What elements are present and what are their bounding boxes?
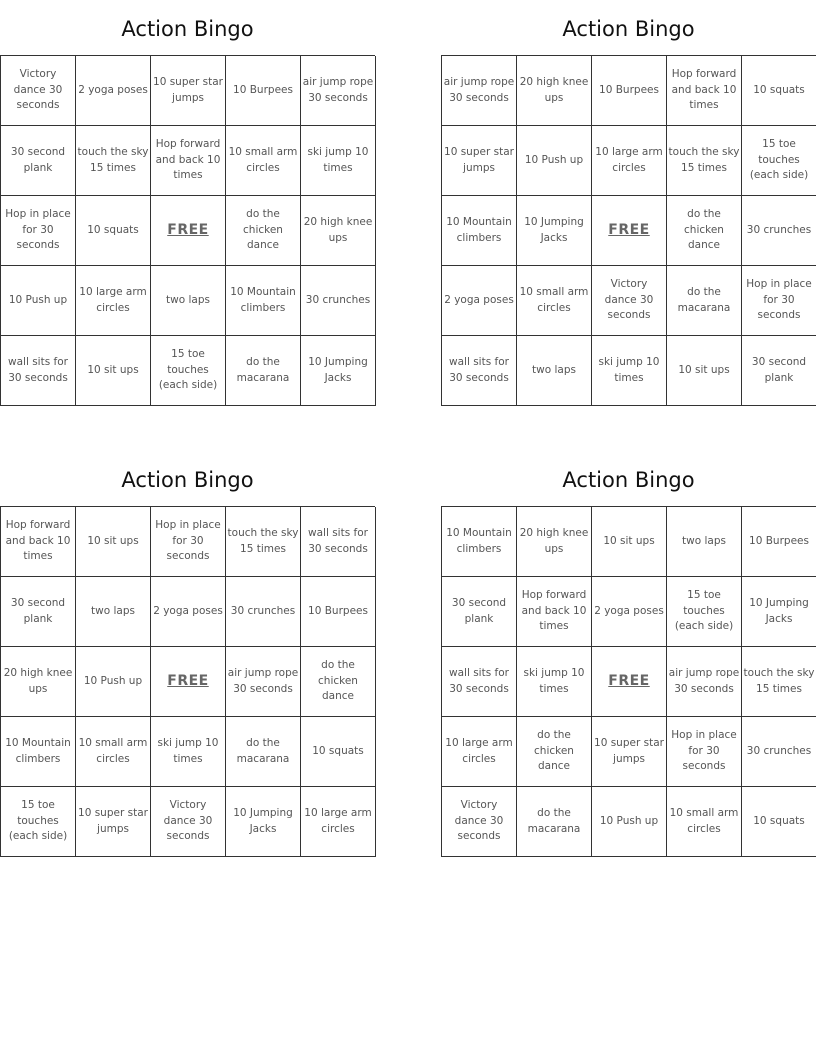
bingo-cell: 10 super star jumps bbox=[442, 126, 517, 196]
bingo-cell: 20 high knee ups bbox=[517, 56, 592, 126]
bingo-cell: air jump rope 30 seconds bbox=[226, 647, 301, 717]
bingo-cell: 10 Push up bbox=[592, 787, 667, 857]
bingo-cell: 10 Mountain climbers bbox=[442, 507, 517, 577]
bingo-cell: Victory dance 30 seconds bbox=[151, 787, 226, 857]
bingo-cell: 15 toe touches (each side) bbox=[742, 126, 816, 196]
bingo-cell: Victory dance 30 seconds bbox=[1, 56, 76, 126]
bingo-cell: two laps bbox=[517, 336, 592, 406]
bingo-cell: ski jump 10 times bbox=[517, 647, 592, 717]
bingo-cell: 10 Burpees bbox=[592, 56, 667, 126]
bingo-cell: 10 sit ups bbox=[667, 336, 742, 406]
bingo-cell: 30 crunches bbox=[742, 717, 816, 787]
bingo-cell: 10 Jumping Jacks bbox=[301, 336, 376, 406]
bingo-cell: touch the sky 15 times bbox=[667, 126, 742, 196]
bingo-cell: air jump rope 30 seconds bbox=[667, 647, 742, 717]
bingo-cell: 10 squats bbox=[742, 56, 816, 126]
bingo-cell: touch the sky 15 times bbox=[742, 647, 816, 717]
bingo-cell: Hop forward and back 10 times bbox=[517, 577, 592, 647]
bingo-cell: Hop forward and back 10 times bbox=[1, 507, 76, 577]
bingo-cell: touch the sky 15 times bbox=[226, 507, 301, 577]
bingo-grid bbox=[441, 506, 816, 857]
card-title: Action Bingo bbox=[562, 468, 695, 492]
bingo-cell: ski jump 10 times bbox=[151, 717, 226, 787]
bingo-cell: air jump rope 30 seconds bbox=[442, 56, 517, 126]
card-title: Action Bingo bbox=[121, 468, 254, 492]
bingo-cell: 10 sit ups bbox=[592, 507, 667, 577]
free-space: FREE bbox=[592, 196, 667, 266]
bingo-cell: 10 Jumping Jacks bbox=[742, 577, 816, 647]
bingo-cell: 2 yoga poses bbox=[76, 56, 151, 126]
bingo-card-2 bbox=[441, 0, 816, 406]
bingo-cell: 15 toe touches (each side) bbox=[1, 787, 76, 857]
bingo-cell: 10 squats bbox=[742, 787, 816, 857]
free-space: FREE bbox=[151, 196, 226, 266]
bingo-card-1 bbox=[0, 0, 375, 406]
bingo-cell: 10 small arm circles bbox=[517, 266, 592, 336]
bingo-cell: 10 super star jumps bbox=[592, 717, 667, 787]
bingo-cell: 10 Push up bbox=[1, 266, 76, 336]
bingo-cell: Victory dance 30 seconds bbox=[442, 787, 517, 857]
bingo-cell: do the chicken dance bbox=[301, 647, 376, 717]
bingo-cell: 10 super star jumps bbox=[151, 56, 226, 126]
bingo-cell: ski jump 10 times bbox=[592, 336, 667, 406]
bingo-cell: 10 sit ups bbox=[76, 336, 151, 406]
bingo-cell: wall sits for 30 seconds bbox=[442, 336, 517, 406]
bingo-cell: 10 large arm circles bbox=[301, 787, 376, 857]
bingo-cell: 15 toe touches (each side) bbox=[667, 577, 742, 647]
bingo-cell: Hop forward and back 10 times bbox=[151, 126, 226, 196]
bingo-cell: 10 Jumping Jacks bbox=[517, 196, 592, 266]
bingo-cell: do the chicken dance bbox=[226, 196, 301, 266]
bingo-cell: ski jump 10 times bbox=[301, 126, 376, 196]
bingo-cell: do the macarana bbox=[226, 336, 301, 406]
bingo-cell: touch the sky 15 times bbox=[76, 126, 151, 196]
bingo-cell: do the macarana bbox=[517, 787, 592, 857]
bingo-grid bbox=[0, 506, 375, 857]
bingo-cell: two laps bbox=[667, 507, 742, 577]
bingo-cell: Hop in place for 30 seconds bbox=[667, 717, 742, 787]
bingo-cell: 10 large arm circles bbox=[592, 126, 667, 196]
bingo-cell: 10 large arm circles bbox=[442, 717, 517, 787]
bingo-cell: 10 Burpees bbox=[226, 56, 301, 126]
bingo-cell: 10 squats bbox=[301, 717, 376, 787]
bingo-card-4 bbox=[441, 451, 816, 857]
bingo-cell: 10 large arm circles bbox=[76, 266, 151, 336]
bingo-cell: 10 small arm circles bbox=[226, 126, 301, 196]
bingo-cell: air jump rope 30 seconds bbox=[301, 56, 376, 126]
bingo-cell: 10 small arm circles bbox=[667, 787, 742, 857]
bingo-cell: do the macarana bbox=[667, 266, 742, 336]
bingo-cell: 30 crunches bbox=[226, 577, 301, 647]
bingo-cell: 30 second plank bbox=[1, 577, 76, 647]
bingo-cell: 10 super star jumps bbox=[76, 787, 151, 857]
bingo-cell: two laps bbox=[151, 266, 226, 336]
bingo-cell: 30 crunches bbox=[301, 266, 376, 336]
bingo-cell: 2 yoga poses bbox=[442, 266, 517, 336]
bingo-cell: 10 Push up bbox=[76, 647, 151, 717]
bingo-cell: 10 Mountain climbers bbox=[226, 266, 301, 336]
bingo-grid bbox=[0, 55, 375, 406]
bingo-cell: wall sits for 30 seconds bbox=[301, 507, 376, 577]
bingo-cell: 10 squats bbox=[76, 196, 151, 266]
bingo-cell: 10 Burpees bbox=[301, 577, 376, 647]
bingo-cell: 20 high knee ups bbox=[301, 196, 376, 266]
bingo-cell: do the chicken dance bbox=[667, 196, 742, 266]
bingo-cell: 15 toe touches (each side) bbox=[151, 336, 226, 406]
card-title: Action Bingo bbox=[562, 17, 695, 41]
bingo-cell: 30 second plank bbox=[442, 577, 517, 647]
bingo-cell: do the chicken dance bbox=[517, 717, 592, 787]
bingo-cell: 20 high knee ups bbox=[1, 647, 76, 717]
bingo-cell: 10 Burpees bbox=[742, 507, 816, 577]
bingo-cell: 30 second plank bbox=[1, 126, 76, 196]
bingo-cell: 10 sit ups bbox=[76, 507, 151, 577]
bingo-cell: wall sits for 30 seconds bbox=[1, 336, 76, 406]
bingo-grid bbox=[441, 55, 816, 406]
bingo-cell: Victory dance 30 seconds bbox=[592, 266, 667, 336]
bingo-cell: 10 Jumping Jacks bbox=[226, 787, 301, 857]
bingo-cell: Hop in place for 30 seconds bbox=[742, 266, 816, 336]
card-title: Action Bingo bbox=[121, 17, 254, 41]
bingo-cell: Hop forward and back 10 times bbox=[667, 56, 742, 126]
bingo-card-3 bbox=[0, 451, 375, 857]
bingo-cell: 10 small arm circles bbox=[76, 717, 151, 787]
bingo-cell: Hop in place for 30 seconds bbox=[151, 507, 226, 577]
bingo-cell: two laps bbox=[76, 577, 151, 647]
bingo-cell: 2 yoga poses bbox=[151, 577, 226, 647]
bingo-cell: 10 Mountain climbers bbox=[442, 196, 517, 266]
bingo-cell: 10 Push up bbox=[517, 126, 592, 196]
free-space: FREE bbox=[151, 647, 226, 717]
bingo-cell: 20 high knee ups bbox=[517, 507, 592, 577]
bingo-cell: 10 Mountain climbers bbox=[1, 717, 76, 787]
bingo-cell: 30 crunches bbox=[742, 196, 816, 266]
bingo-cell: 30 second plank bbox=[742, 336, 816, 406]
free-space: FREE bbox=[592, 647, 667, 717]
bingo-cell: wall sits for 30 seconds bbox=[442, 647, 517, 717]
bingo-cell: 2 yoga poses bbox=[592, 577, 667, 647]
bingo-cell: Hop in place for 30 seconds bbox=[1, 196, 76, 266]
bingo-cell: do the macarana bbox=[226, 717, 301, 787]
